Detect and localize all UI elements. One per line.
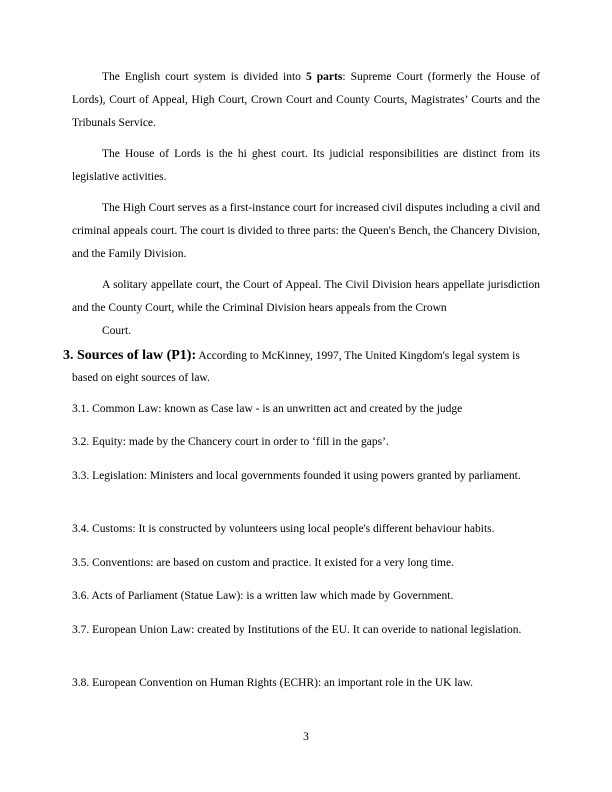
source-item-echr: 3.8. European Convention on Human Rights (ECHR): an important role in the UK law. (72, 677, 474, 689)
court-system-text-end: : Supreme Court (formerly the House of Lords), Court of Appeal, High Court, Crown Court and County Courts, Magistrates’ Courts and the Tribunals Service. (72, 71, 540, 129)
paragraph-house-of-lords: The House of Lords is the hi ghest court. Its judicial responsibilities are distinct from its legislative activities. (72, 148, 540, 183)
court-of-appeal-last-line: Court. (102, 325, 132, 337)
paragraph-court-system (72, 66, 540, 135)
section-heading-line (63, 344, 543, 368)
section-intro-first: According to McKinney, 1997, The United Kingdom's legal system is (196, 350, 520, 362)
paragraph-court-of-appeal (72, 274, 540, 343)
court-of-appeal-text: A solitary appellate court, the Court of Appeal. The Civil Division hears appellate jurisdiction and the County Court, while the Criminal Division hears appeals from the Crown (72, 279, 540, 314)
page-number: 3 (303, 731, 309, 743)
source-item-equity: 3.2. Equity: made by the Chancery court in order to ‘fill in the gaps’. (72, 436, 389, 448)
court-system-text-start: The English court system is divided into (102, 71, 306, 83)
section-heading: 3. Sources of law (P1): (63, 348, 197, 363)
source-item-conventions: 3.5. Conventions: are based on custom and practice. It existed for a very long time. (72, 557, 454, 569)
source-item-eu-law: 3.7. European Union Law: created by Institutions of the EU. It can overide to national legislation. (72, 624, 522, 636)
source-item-common-law: 3.1. Common Law: known as Case law - is an unwritten act and created by the judge (72, 403, 463, 415)
source-item-customs: 3.4. Customs: It is constructed by volunteers using local people's different behaviour habits. (72, 523, 495, 535)
section-intro-rest: based on eight sources of law. (72, 372, 210, 384)
source-item-legislation: 3.3. Legislation: Ministers and local governments founded it using powers granted by parliament. (72, 470, 521, 482)
court-system-bold-count: 5 parts (305, 71, 343, 83)
source-item-acts-of-parliament: 3.6. Acts of Parliament (Statue Law): is a written law which made by Government. (72, 590, 454, 602)
paragraph-high-court: The High Court serves as a first-instance court for increased civil disputes including a civil and criminal appeals court. The court is divided to three parts: the Queen's Bench, the Chancery Division, and the Family Division. (72, 202, 540, 260)
